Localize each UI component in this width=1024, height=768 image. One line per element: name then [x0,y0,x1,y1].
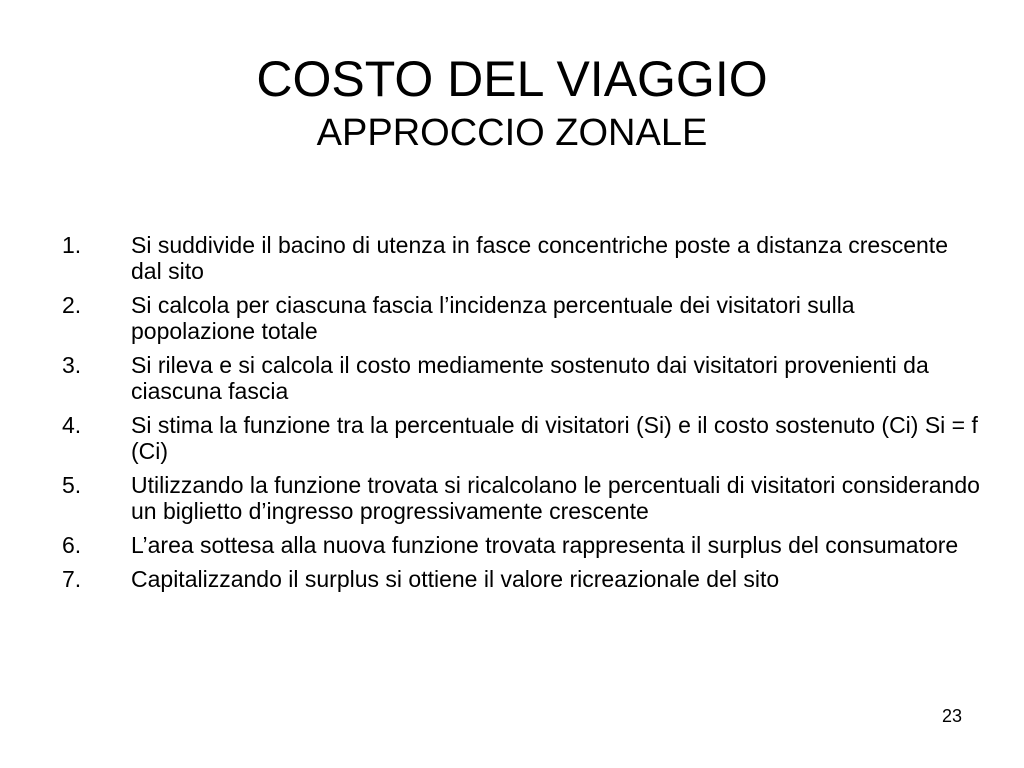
slide-title: COSTO DEL VIAGGIO [256,51,768,107]
step-number: 7. [62,566,82,592]
page-number: 23 [941,706,962,726]
step-text: Si rileva e si calcola il costo mediamente sostenuto dai visitatori provenienti da ciascuna fascia [131,352,929,404]
step-text: L’area sottesa alla nuova funzione trovata rappresenta il surplus del consumatore [131,532,959,558]
list-item [62,532,982,558]
step-text: Si suddivide il bacino di utenza in fasce concentriche poste a distanza crescente dal sito [131,232,948,284]
steps-list [62,232,982,600]
slide-subtitle: APPROCCIO ZONALE [316,112,708,154]
list-item [62,472,982,524]
step-text: Si calcola per ciascuna fascia l’incidenza percentuale dei visitatori sulla popolazione totale [131,292,855,344]
step-text: Si stima la funzione tra la percentuale di visitatori (Si) e il costo sostenuto (Ci) Si = f (Ci) [131,412,978,464]
step-number: 1. [62,232,82,258]
step-number: 4. [62,412,82,438]
step-number: 2. [62,292,82,318]
title-block [0,48,1024,156]
step-number: 6. [62,532,82,558]
step-text: Capitalizzando il surplus si ottiene il valore ricreazionale del sito [131,566,780,592]
list-item [62,292,982,344]
step-number: 3. [62,352,82,378]
list-item [62,412,982,464]
step-number: 5. [62,472,82,498]
step-text: Utilizzando la funzione trovata si ricalcolano le percentuali di visitatori considerando un biglietto d’ingresso progressivamente crescente [131,472,980,524]
list-item [62,232,982,284]
list-item [62,352,982,404]
list-item [62,566,982,592]
